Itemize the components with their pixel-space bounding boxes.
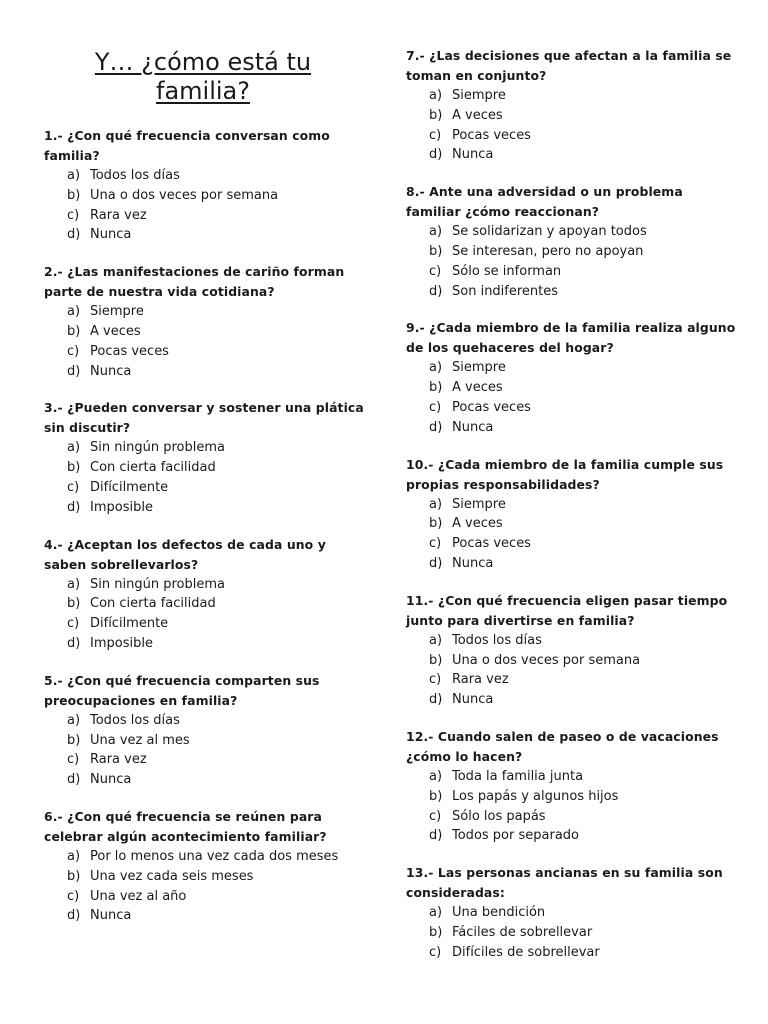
answer-option — [67, 575, 364, 595]
option-letter: d) — [429, 283, 443, 299]
answer-option — [429, 943, 736, 963]
options-list — [406, 631, 736, 710]
option-label: A veces — [90, 323, 141, 339]
option-letter: b) — [429, 516, 443, 532]
option-letter: b) — [67, 460, 81, 476]
option-label: Pocas veces — [452, 536, 531, 552]
question-text: 5.- ¿Con qué frecuencia comparten sus preocupaciones en familia? — [44, 672, 320, 708]
answer-option — [67, 322, 364, 342]
answer-option — [67, 186, 364, 206]
question-text: 1.- ¿Con qué frecuencia conversan como familia? — [44, 128, 330, 163]
question-6 — [44, 807, 364, 926]
answer-option — [429, 126, 736, 146]
option-letter: b) — [67, 323, 81, 339]
question-4 — [44, 535, 364, 654]
options-list — [44, 166, 364, 245]
question-2 — [44, 262, 364, 381]
option-letter: c) — [67, 888, 80, 904]
options-list — [406, 903, 736, 962]
option-label: Una vez cada seis meses — [90, 868, 254, 884]
answer-option — [67, 906, 364, 926]
answer-option — [429, 670, 736, 690]
option-letter: a) — [67, 576, 81, 592]
question-text: 10.- ¿Cada miembro de la familia cumple sus propias responsabilidades? — [406, 456, 724, 492]
spacer — [44, 245, 364, 262]
option-label: Nunca — [90, 772, 132, 788]
answer-option — [429, 767, 736, 787]
option-letter: c) — [429, 808, 442, 824]
answer-option — [67, 634, 364, 654]
question-text: 3.- ¿Pueden conversar y sostener una plática sin discutir? — [44, 400, 364, 436]
answer-option — [429, 534, 736, 554]
question-9 — [406, 318, 736, 437]
spacer — [406, 165, 736, 182]
question-text: 2.- ¿Las manifestaciones de cariño forman parte de nuestra vida cotidiana? — [44, 264, 345, 300]
option-label: Todos los días — [90, 168, 180, 183]
answer-option — [429, 787, 736, 807]
question-text: 11.- ¿Con qué frecuencia eligen pasar tiempo junto para divertirse en familia? — [406, 592, 728, 628]
question-11 — [406, 591, 736, 710]
option-letter: a) — [67, 712, 81, 728]
answer-option — [429, 903, 736, 923]
answer-option — [67, 847, 364, 867]
option-letter: c) — [429, 536, 442, 552]
answer-option — [67, 750, 364, 770]
options-list — [44, 438, 364, 517]
option-label: Rara vez — [90, 207, 147, 223]
answer-option — [67, 438, 364, 458]
option-letter: c) — [67, 616, 80, 632]
answer-option — [67, 362, 364, 382]
options-list — [406, 767, 736, 846]
question-text: 9.- ¿Cada miembro de la familia realiza alguno de los quehaceres del hogar? — [406, 320, 736, 356]
option-letter: d) — [429, 692, 443, 708]
option-label: Siempre — [452, 360, 506, 376]
option-label: Por lo menos una vez cada dos meses — [90, 848, 339, 864]
spacer — [44, 790, 364, 807]
question-text: 6.- ¿Con qué frecuencia se reúnen para celebrar algún acontecimiento familiar? — [44, 808, 327, 844]
option-letter: b) — [429, 924, 443, 940]
answer-option — [429, 222, 736, 242]
answer-option — [429, 690, 736, 710]
question-text: 12.- Cuando salen de paseo o de vacaciones ¿cómo lo hacen? — [406, 728, 719, 764]
answer-option — [429, 262, 736, 282]
options-list — [44, 302, 364, 381]
option-label: Una vez al mes — [90, 732, 190, 748]
option-letter: a) — [429, 768, 443, 784]
options-list — [406, 358, 736, 437]
spacer — [406, 301, 736, 318]
option-letter: d) — [429, 147, 443, 163]
question-text: 4.- ¿Aceptan los defectos de cada uno y saben sobrellevarlos? — [44, 536, 326, 572]
answer-option — [67, 887, 364, 907]
option-letter: c) — [429, 672, 442, 688]
option-letter: a) — [67, 168, 81, 183]
answer-option — [67, 302, 364, 322]
spacer — [406, 710, 736, 727]
right-column — [406, 0, 736, 963]
option-label: Difíciles de sobrellevar — [452, 944, 600, 960]
option-letter: d) — [429, 555, 443, 571]
question-text: 7.- ¿Las decisiones que afectan a la familia se toman en conjunto? — [406, 48, 732, 83]
option-letter: b) — [429, 243, 443, 259]
option-letter: d) — [67, 499, 81, 515]
option-label: Nunca — [452, 147, 494, 163]
answer-option — [429, 495, 736, 515]
option-label: Todos los días — [452, 632, 542, 648]
answer-option — [429, 282, 736, 302]
answer-option — [67, 458, 364, 478]
question-5 — [44, 671, 364, 790]
option-letter: d) — [67, 772, 81, 788]
option-label: A veces — [452, 516, 503, 532]
option-label: Una vez al año — [90, 888, 187, 904]
question-7 — [406, 46, 736, 165]
option-label: Sólo se informan — [452, 263, 562, 279]
answer-option — [67, 711, 364, 731]
option-label: Todos los días — [90, 712, 180, 728]
spacer — [44, 518, 364, 535]
option-label: Son indiferentes — [452, 283, 559, 299]
option-label: Rara vez — [90, 752, 147, 768]
option-letter: c) — [67, 343, 80, 359]
option-letter: c) — [429, 399, 442, 415]
options-list — [44, 575, 364, 654]
answer-option — [429, 651, 736, 671]
options-list — [406, 495, 736, 574]
spacer — [406, 846, 736, 863]
option-letter: d) — [67, 635, 81, 651]
answer-option — [429, 378, 736, 398]
option-letter: d) — [67, 363, 81, 379]
option-letter: b) — [67, 187, 81, 203]
option-letter: a) — [429, 496, 443, 512]
answer-option — [67, 594, 364, 614]
answer-option — [67, 206, 364, 226]
answer-option — [429, 145, 736, 165]
option-label: Rara vez — [452, 672, 509, 688]
option-label: Una o dos veces por semana — [452, 652, 641, 668]
answer-option — [67, 731, 364, 751]
title-line-1: Y… ¿cómo está tu — [94, 48, 312, 76]
option-label: Toda la familia junta — [452, 768, 584, 784]
option-label: Nunca — [90, 227, 132, 243]
option-letter: b) — [429, 380, 443, 396]
option-letter: b) — [67, 596, 81, 612]
question-8 — [406, 182, 736, 301]
option-letter: d) — [429, 419, 443, 435]
option-label: Imposible — [90, 499, 153, 515]
answer-option — [67, 225, 364, 245]
option-label: Nunca — [452, 555, 494, 571]
title-line-2: familia? — [156, 77, 250, 105]
option-label: Pocas veces — [452, 127, 531, 143]
answer-option — [67, 770, 364, 790]
option-letter: c) — [67, 752, 80, 768]
option-letter: d) — [429, 828, 443, 844]
option-letter: c) — [429, 127, 442, 143]
left-column — [44, 0, 364, 926]
page-title — [44, 48, 362, 106]
answer-option — [67, 867, 364, 887]
answer-option — [429, 554, 736, 574]
answer-option — [67, 478, 364, 498]
spacer — [44, 381, 364, 398]
spacer — [406, 574, 736, 591]
option-letter: a) — [67, 440, 81, 456]
option-letter: b) — [429, 788, 443, 804]
option-label: Los papás y algunos hijos — [452, 788, 619, 804]
option-label: Siempre — [452, 88, 506, 103]
option-letter: c) — [429, 944, 442, 960]
answer-option — [67, 166, 364, 186]
answer-option — [429, 418, 736, 438]
question-1 — [44, 126, 364, 245]
answer-option — [429, 631, 736, 651]
option-letter: a) — [429, 88, 443, 103]
option-letter: b) — [429, 107, 443, 123]
answer-option — [67, 498, 364, 518]
option-label: Nunca — [452, 419, 494, 435]
option-label: Difícilmente — [90, 479, 169, 495]
answer-option — [429, 106, 736, 126]
right-question-list — [406, 46, 736, 963]
option-label: Sin ningún problema — [90, 440, 225, 456]
option-label: Siempre — [452, 496, 506, 512]
option-label: Pocas veces — [90, 343, 169, 359]
options-list — [406, 86, 736, 165]
option-letter: a) — [429, 905, 443, 921]
question-12 — [406, 727, 736, 846]
spacer — [406, 438, 736, 455]
option-letter: b) — [429, 652, 443, 668]
spacer — [44, 654, 364, 671]
answer-option — [429, 358, 736, 378]
option-letter: c) — [429, 263, 442, 279]
answer-option — [67, 614, 364, 634]
option-letter: a) — [67, 304, 81, 320]
option-label: Nunca — [90, 908, 132, 924]
option-label: Con cierta facilidad — [90, 596, 216, 612]
option-letter: a) — [67, 848, 81, 864]
answer-option — [67, 342, 364, 362]
option-letter: a) — [429, 360, 443, 376]
option-label: Una bendición — [452, 905, 546, 921]
question-3 — [44, 398, 364, 517]
answer-option — [429, 923, 736, 943]
option-letter: d) — [67, 227, 81, 243]
option-label: A veces — [452, 380, 503, 396]
answer-option — [429, 807, 736, 827]
option-letter: c) — [67, 207, 80, 223]
options-list — [44, 847, 364, 926]
answer-option — [429, 826, 736, 846]
option-label: Sin ningún problema — [90, 576, 225, 592]
option-label: Con cierta facilidad — [90, 460, 216, 476]
option-label: Todos por separado — [452, 828, 579, 844]
option-letter: c) — [67, 479, 80, 495]
question-13 — [406, 863, 736, 962]
option-label: Se solidarizan y apoyan todos — [452, 224, 647, 240]
option-label: A veces — [452, 107, 503, 123]
answer-option — [429, 242, 736, 262]
option-letter: d) — [67, 908, 81, 924]
option-label: Pocas veces — [452, 399, 531, 415]
options-list — [44, 711, 364, 790]
question-text: 8.- Ante una adversidad o un problema familiar ¿cómo reaccionan? — [406, 184, 683, 220]
answer-option — [429, 398, 736, 418]
option-label: Imposible — [90, 635, 153, 651]
option-letter: b) — [67, 732, 81, 748]
option-letter: a) — [429, 632, 443, 648]
option-label: Nunca — [90, 363, 132, 379]
option-label: Difícilmente — [90, 616, 169, 632]
option-label: Nunca — [452, 692, 494, 708]
option-label: Una o dos veces por semana — [90, 187, 279, 203]
option-label: Siempre — [90, 304, 144, 320]
option-label: Se interesan, pero no apoyan — [452, 243, 644, 259]
option-label: Sólo los papás — [452, 808, 546, 824]
options-list — [406, 222, 736, 301]
option-label: Fáciles de sobrellevar — [452, 924, 593, 940]
left-question-list — [44, 126, 364, 926]
answer-option — [429, 86, 736, 106]
option-letter: b) — [67, 868, 81, 884]
question-10 — [406, 455, 736, 574]
option-letter: a) — [429, 224, 443, 240]
answer-option — [429, 514, 736, 534]
question-text: 13.- Las personas ancianas en su familia son consideradas: — [406, 865, 723, 901]
